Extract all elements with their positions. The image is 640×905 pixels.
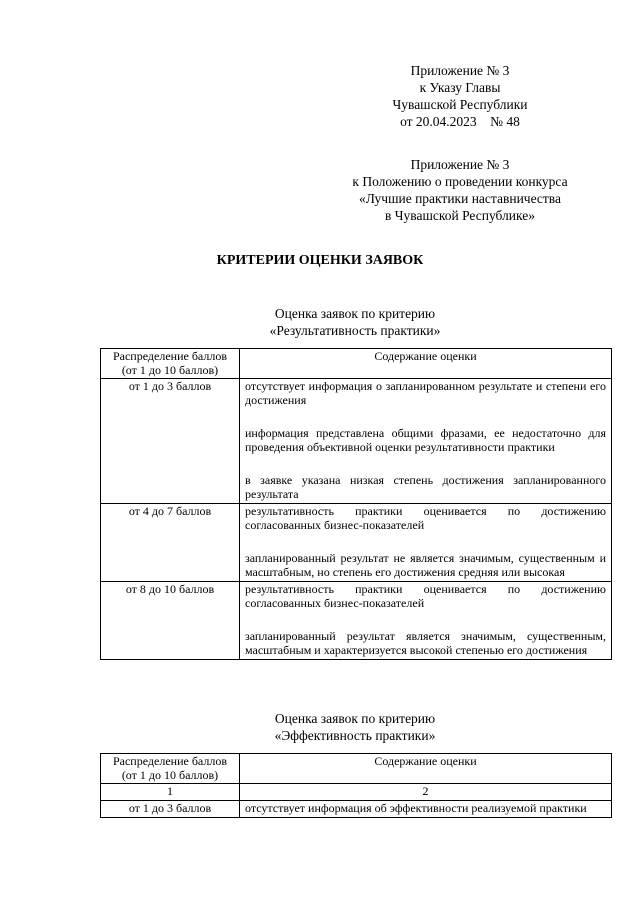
column-number-row — [101, 784, 612, 801]
caption-line: «Эффективность практики» — [274, 728, 436, 743]
table-header-row — [101, 754, 612, 784]
annex-line: Приложение № 3 — [410, 63, 510, 78]
regulation-line: Приложение № 3 — [410, 157, 510, 172]
content-cell — [240, 379, 612, 504]
regulation-line: к Положению о проведении конкурса — [352, 174, 568, 189]
score-column-header: Распределение баллов (от 1 до 10 баллов) — [101, 754, 240, 784]
criterion1-table — [100, 348, 612, 660]
annex-header — [330, 62, 590, 130]
caption-line: Оценка заявок по критерию — [274, 306, 436, 321]
criterion-item: запланированный результат не является значимым, существенным и масштабным, но степень его достижения средняя или высокая — [245, 551, 606, 579]
regulation-line: «Лучшие практики наставничества — [358, 191, 561, 206]
annex-line: от 20.04.2023 № 48 — [400, 114, 520, 129]
criterion-item: отсутствует информация о запланированном результате и степени его достижения — [245, 379, 606, 407]
criterion1-caption — [200, 305, 510, 339]
criterion2-table — [100, 753, 612, 818]
score-cell: от 1 до 3 баллов — [101, 800, 240, 818]
content-cell — [240, 582, 612, 660]
regulation-line: в Чувашской Республике» — [385, 208, 535, 223]
criterion-item: в заявке указана низкая степень достижения запланированного результата — [245, 473, 606, 501]
criterion-item: запланированный результат является значимым, существенным, масштабным и характеризуется высокой степенью его достижения — [245, 629, 606, 657]
score-cell: от 4 до 7 баллов — [101, 504, 240, 582]
criterion2-caption — [200, 710, 510, 744]
criterion-item: результативность практики оценивается по достижению согласованных бизнес-показателей — [245, 504, 606, 532]
table-header-row — [101, 349, 612, 379]
content-column-header: Содержание оценки — [240, 754, 612, 784]
criterion-item: отсутствует информация об эффективности реализуемой практики — [245, 800, 587, 815]
column-number: 1 — [101, 784, 240, 801]
score-cell: от 8 до 10 баллов — [101, 582, 240, 660]
content-cell — [240, 800, 612, 818]
annex-line: Чувашской Республики — [392, 97, 528, 112]
table-row — [101, 379, 612, 504]
column-number: 2 — [240, 784, 612, 801]
table-row — [101, 582, 612, 660]
criterion-item: результативность практики оценивается по достижению согласованных бизнес-показателей — [245, 582, 606, 610]
table-row — [101, 800, 612, 818]
score-cell: от 1 до 3 баллов — [101, 379, 240, 504]
criterion-item: информация представлена общими фразами, ее недостаточно для проведения объективной оценки результативности практики — [245, 426, 606, 454]
table-row — [101, 504, 612, 582]
page-title: КРИТЕРИИ ОЦЕНКИ ЗАЯВОК — [216, 253, 424, 268]
regulation-header — [330, 156, 590, 224]
caption-line: Оценка заявок по критерию — [274, 711, 436, 726]
score-column-header: Распределение баллов (от 1 до 10 баллов) — [101, 349, 240, 379]
content-column-header: Содержание оценки — [240, 349, 612, 379]
content-cell — [240, 504, 612, 582]
caption-line: «Результативность практики» — [269, 323, 441, 338]
annex-line: к Указу Главы — [419, 80, 501, 95]
